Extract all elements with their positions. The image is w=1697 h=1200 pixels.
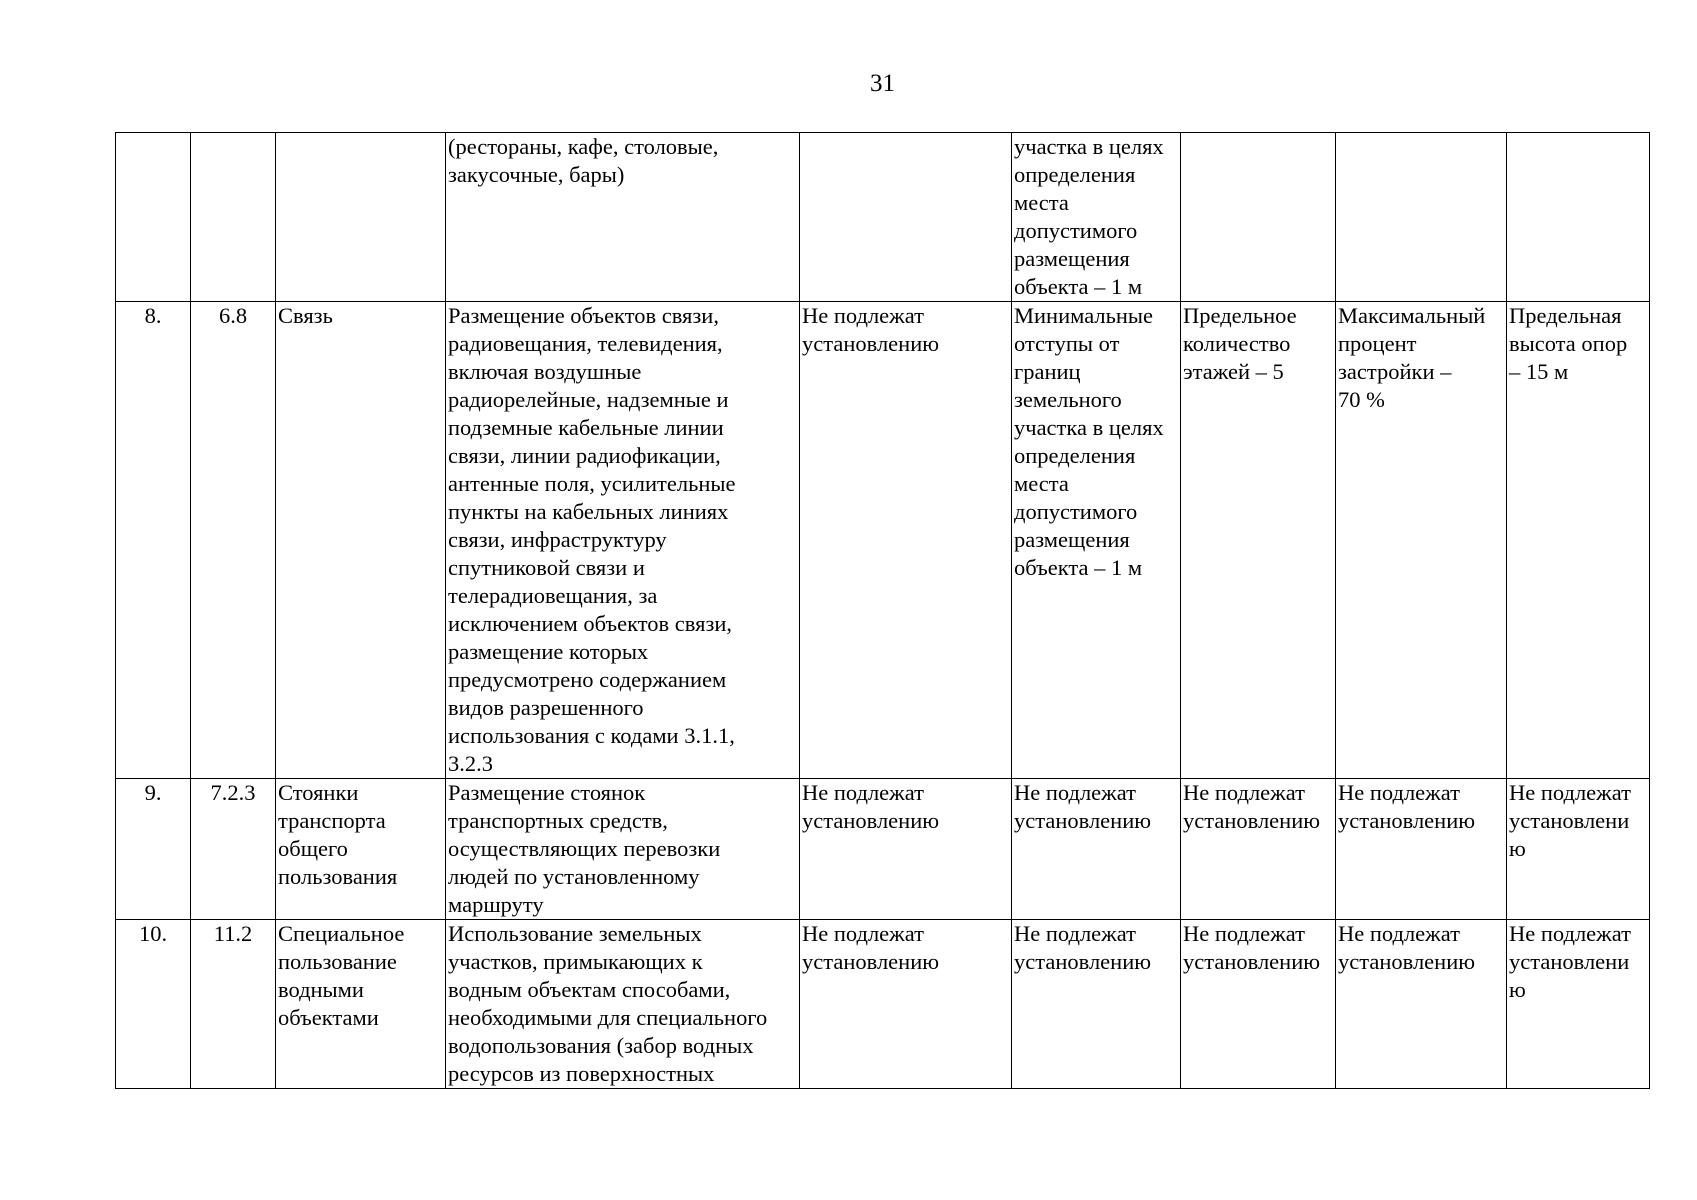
use-name-cell: Связь <box>276 302 446 779</box>
row-number-cell <box>116 133 191 302</box>
code-cell: 11.2 <box>191 920 276 1089</box>
description-cell: Размещение объектов связи, радиовещания, телевидения, включая воздушные радиорелейные, надземные и подземные кабельные линии связи, линии радиофикации, антенные поля, усилительные пункты на кабельных линиях связи, инфраструктуру спутниковой связи и телерадиовещания, за исключением объектов связи, размещение которых предусмотрено содержанием видов разрешенного использования с кодами 3.1.1, 3.2.3 <box>446 302 800 779</box>
plot-area-cell: Не подлежат установлению <box>800 920 1012 1089</box>
table-row <box>116 779 1650 920</box>
code-cell <box>191 133 276 302</box>
use-name-cell: Стоянки транспорта общего пользования <box>276 779 446 920</box>
setbacks-cell: Минимальные отступы от границ земельного участка в целях определения места допустимого размещения объекта – 1 м <box>1012 302 1181 779</box>
row-number-cell: 9. <box>116 779 191 920</box>
land-use-table <box>115 132 1650 1089</box>
setbacks-cell: Не подлежат установлению <box>1012 920 1181 1089</box>
height-cell: Не подлежат установлени ю <box>1507 779 1650 920</box>
table-row <box>116 302 1650 779</box>
page-number: 31 <box>870 70 895 97</box>
code-cell: 6.8 <box>191 302 276 779</box>
plot-area-cell: Не подлежат установлению <box>800 302 1012 779</box>
description-cell: Размещение стоянок транспортных средств, осуществляющих перевозки людей по установленному маршруту <box>446 779 800 920</box>
height-cell <box>1507 133 1650 302</box>
height-cell: Не подлежат установлени ю <box>1507 920 1650 1089</box>
table-row <box>116 920 1650 1089</box>
height-cell: Предельная высота опор – 15 м <box>1507 302 1650 779</box>
setbacks-cell: участка в целях определения места допустимого размещения объекта – 1 м <box>1012 133 1181 302</box>
code-cell: 7.2.3 <box>191 779 276 920</box>
row-number-cell: 8. <box>116 302 191 779</box>
coverage-cell <box>1336 133 1507 302</box>
description-cell: Использование земельных участков, примыкающих к водным объектам способами, необходимыми для специального водопользования (забор водных ресурсов из поверхностных <box>446 920 800 1089</box>
coverage-cell: Не подлежат установлению <box>1336 779 1507 920</box>
setbacks-cell: Не подлежат установлению <box>1012 779 1181 920</box>
row-number-cell: 10. <box>116 920 191 1089</box>
plot-area-cell <box>800 133 1012 302</box>
plot-area-cell: Не подлежат установлению <box>800 779 1012 920</box>
table-row <box>116 133 1650 302</box>
floors-cell: Предельное количество этажей – 5 <box>1181 302 1336 779</box>
floors-cell: Не подлежат установлению <box>1181 920 1336 1089</box>
use-name-cell: Специальное пользование водными объектами <box>276 920 446 1089</box>
description-cell: (рестораны, кафе, столовые, закусочные, бары) <box>446 133 800 302</box>
coverage-cell: Максимальный процент застройки – 70 % <box>1336 302 1507 779</box>
use-name-cell <box>276 133 446 302</box>
floors-cell: Не подлежат установлению <box>1181 779 1336 920</box>
floors-cell <box>1181 133 1336 302</box>
coverage-cell: Не подлежат установлению <box>1336 920 1507 1089</box>
